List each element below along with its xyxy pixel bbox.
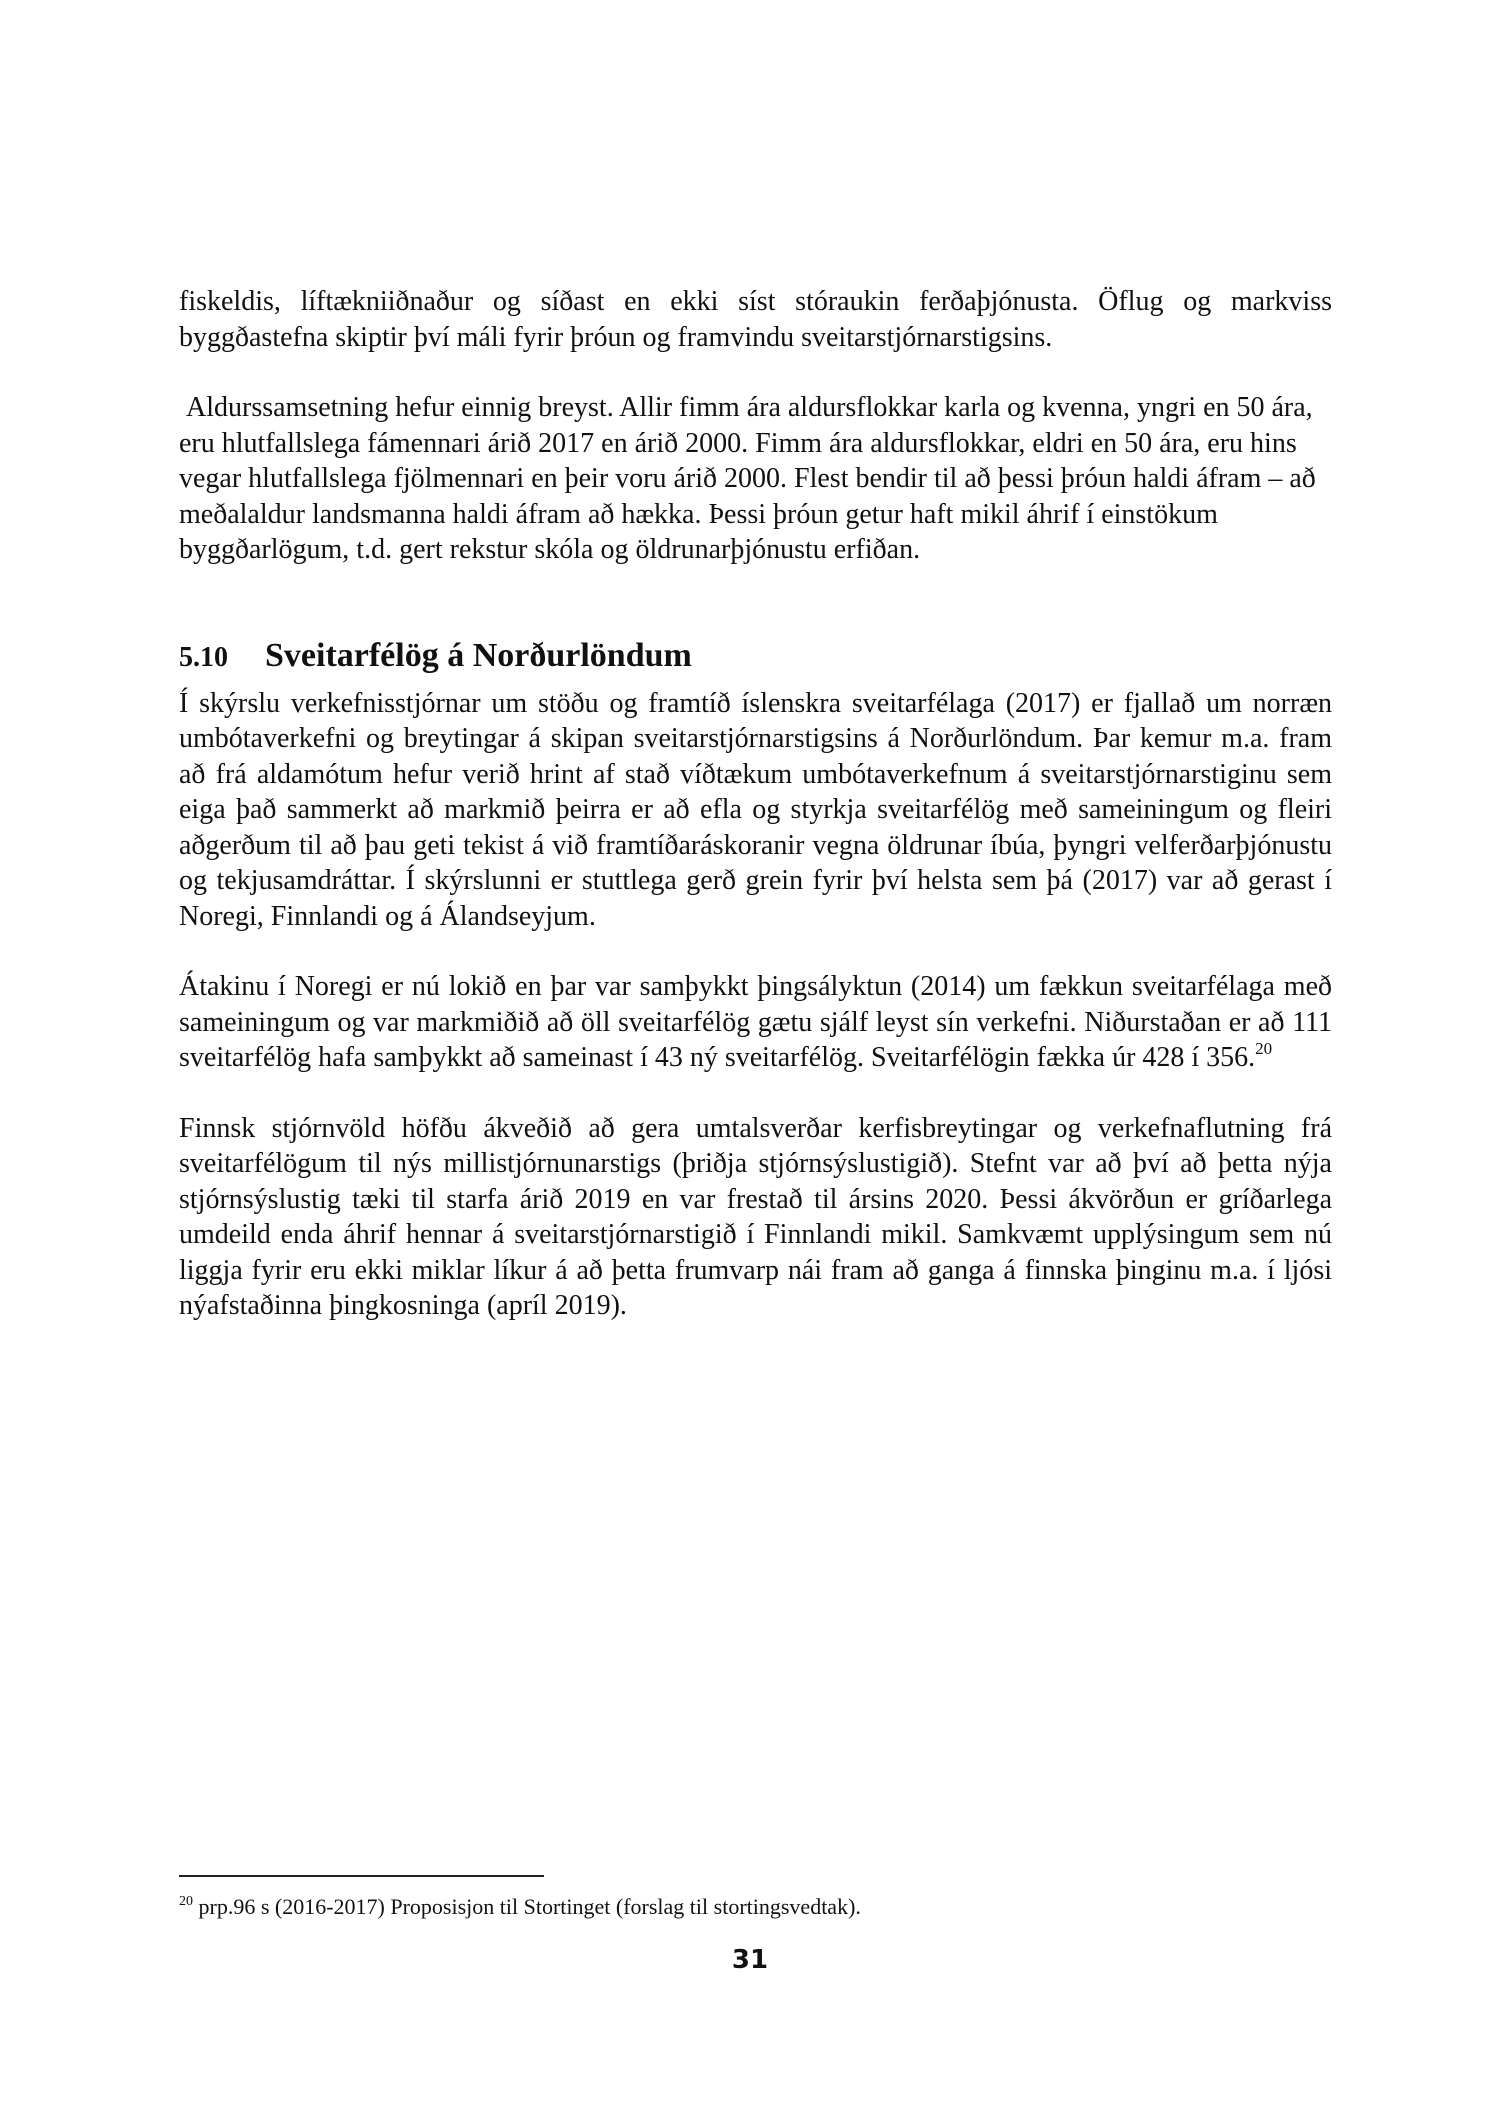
footnote-text: prp.96 s (2016-2017) Proposisjon til Stortinget (forslag til stortingsvedtak). (193, 1894, 861, 1919)
paragraph-nordic-reforms: Í skýrslu verkefnisstjórnar um stöðu og framtíð íslenskra sveitarfélaga (2017) er fjallað um norræn umbótaverkefni og breytingar á skipan sveitarstjórnarstigsins á Norðurlöndum. Þar kemur m.a. fram að frá aldamótum hefur verið hrint af stað víðtækum umbótaverkefnum á sveitarstjórnarstiginu sem eiga það sammerkt að markmið þeirra er að efla og styrkja sveitarfélög með sameiningum og fleiri aðgerðum til að þau geti tekist á við framtíðaráskoranir vegna öldrunar íbúa, þyngri velferðarþjónustu og tekjusamdráttar. Í skýrslunni er stuttlega gerð grein fyrir því helsta sem þá (2017) var að gerast í Noregi, Finnlandi og á Álandseyjum. (179, 687, 1332, 932)
footnote-number: 20 (179, 1894, 193, 1909)
section-heading (179, 636, 1332, 678)
section-title: Sveitarfélög á Norðurlöndum (265, 636, 692, 674)
paragraph-finland: Finnsk stjórnvöld höfðu ákveðið að gera umtalsverðar kerfisbreytingar og verkefnaflutning frá sveitarfélögum til nýs millistjórnunarstigs (þriðja stjórnsýslustigið). Stefnt var að því að þetta nýja stjórnsýslustig tæki til starfa árið 2019 en var frestað til ársins 2020. Þessi ákvörðun er gríðarlega umdeild enda áhrif hennar á sveitarstjórnarstigið í Finnlandi mikil. Samkvæmt upplýsingum sem nú liggja fyrir eru ekki miklar líkur á að þetta frumvarp nái fram að ganga á finnska þinginu m.a. í ljósi nýafstaðinna þingkosninga (apríl 2019). (179, 1112, 1332, 1321)
page-number: 31 (731, 1945, 769, 1975)
paragraph-norway-text: Átakinu í Noregi er nú lokið en þar var samþykkt þingsályktun (2014) um fækkun sveitarfélaga með sameiningum og var markmiðið að öll sveitarfélög gætu sjálf leyst sín verkefni. Niðurstaðan er að 111 sveitarfélög hafa samþykkt að sameinast í 43 ný sveitarfélög. Sveitarfélögin fækka úr 428 í 356. (179, 971, 1332, 1073)
page-body (179, 284, 1332, 1324)
footnote-divider (179, 1875, 544, 1877)
footnote-reference[interactable]: 20 (1255, 1039, 1273, 1058)
footnote (179, 1893, 861, 1921)
paragraph-norway (179, 969, 1332, 1076)
section-number: 5.10 (179, 641, 228, 673)
paragraph-intro: fiskeldis, líftækniiðnaður og síðast en ekki síst stóraukin ferðaþjónusta. Öflug og markviss byggðastefna skiptir því máli fyrir þróun og framvindu sveitarstjórnarstigsins. (179, 286, 1332, 353)
paragraph-age-composition: Aldurssamsetning hefur einnig breyst. Allir fimm ára aldursflokkar karla og kvenna, yngri en 50 ára, eru hlutfallslega fámennari árið 2017 en árið 2000. Fimm ára aldursflokkar, eldri en 50 ára, eru hins vegar hlutfallslega fjölmennari en þeir voru árið 2000. Flest bendir til að þessi þróun haldi áfram – að meðalaldur landsmanna haldi áfram að hækka. Þessi þróun getur haft mikil áhrif í einstökum byggðarlögum, t.d. gert rekstur skóla og öldrunarþjónustu erfiðan. (179, 392, 1323, 565)
